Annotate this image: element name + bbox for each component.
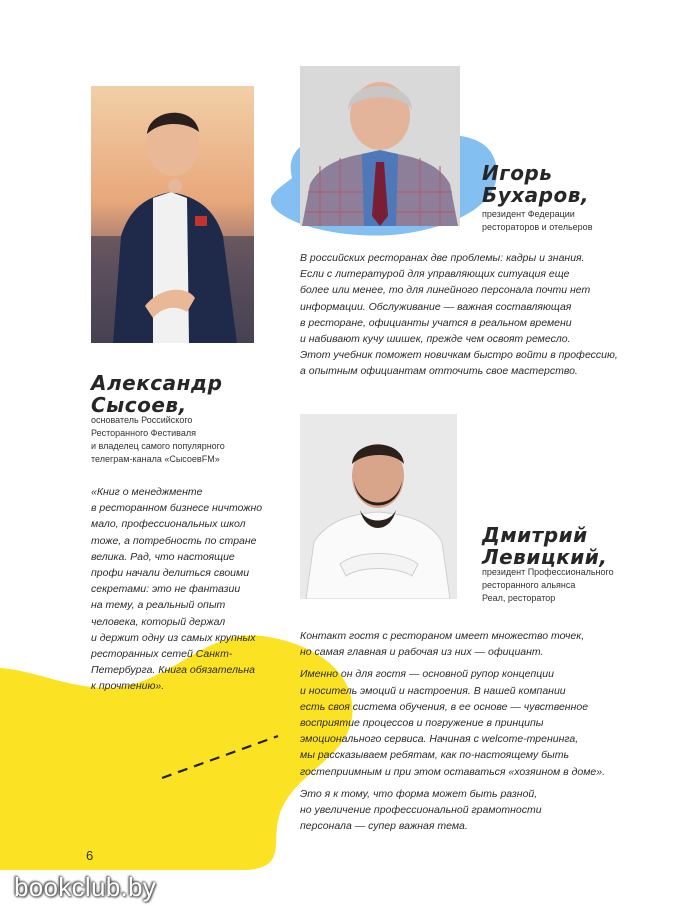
- quote-paragraph: Контакт гостя с рестораном имеет множество точек, но самая главная и рабочая из них — официант.: [300, 630, 585, 659]
- alexander-sysoev-name: Александр Сысоев,: [91, 371, 223, 417]
- alexander-sysoev-quote: «Книг о менеджменте в ресторанном бизнесе ничтожно мало, профессиональных школ тоже, а потребность по стране велика. Рад, что настоящие профи начали делиться своими секретами: это не фантазии на тему, а реальный опыт человека, который держал и держит одну из самых крупных ресторанных сетей Санкт- Петербурга. Книга обязательна к прочтению».: [91, 486, 263, 693]
- photo-dmitry-levitsky: [300, 414, 457, 599]
- dmitry-levitsky-name: Дмитрий Левицкий,: [482, 523, 608, 569]
- watermark-text: bookclub.by: [14, 872, 157, 902]
- dmitry-levitsky-quote: [300, 628, 605, 840]
- photo-alexander-sysoev: [91, 86, 254, 343]
- igor-bukharov-name: Игорь Бухаров,: [482, 161, 589, 207]
- dashed-line-decoration: [158, 732, 282, 782]
- quote-paragraph: Это я к тому, что форма может быть разной, но увеличение профессиональной грамотности персонала — супер важная тема.: [300, 787, 542, 833]
- igor-bukharov-role: президент Федерации рестораторов и отельеров: [482, 209, 593, 232]
- alexander-sysoev-role: основатель Российского Ресторанного Фестиваля и владелец самого популярного телеграм-канала «СысоевFM»: [91, 415, 225, 464]
- dmitry-levitsky-role: президент Профессионального ресторанного альянса Реал, ресторатор: [482, 567, 614, 603]
- quote-paragraph: Именно он для гостя — основной рупор концепции и носитель эмоций и настроения. В нашей компании есть своя система обучения, в ее основе — чувственное восприятие процессов и погружение в принципы эмоционального сервиса. Начиная с welcome-тренинга, мы рассказываем ребятам, как по-настоящему быть гостеприимным и при этом оставаться «хозяином в доме».: [300, 668, 606, 778]
- photo-igor-bukharov: [300, 66, 460, 226]
- igor-bukharov-quote: В российских ресторанах две проблемы: кадры и знания. Если с литературой для управляющих ситуация еще более или менее, то для линейного персонала почти нет информации. Обслуживание — важная составляющая в ресторане, официанты учатся в реальном времени и набивают кучу шишек, прежде чем освоят ремесло. Этот учебник поможет новичкам быстро войти в профессию, а опытным официантам отточить свое мастерство.: [300, 252, 618, 378]
- page-number: 6: [86, 848, 94, 863]
